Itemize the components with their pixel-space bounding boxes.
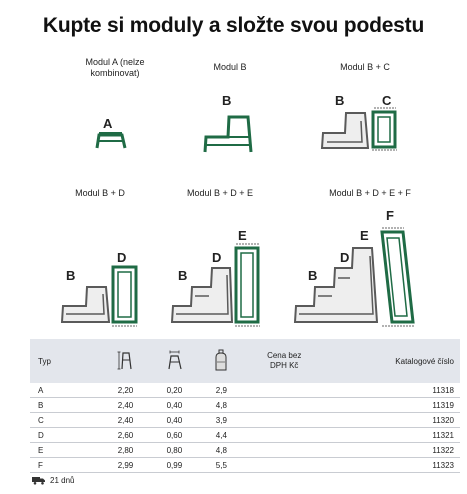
- header-depth: [149, 339, 200, 383]
- cell-typ: D: [30, 428, 102, 443]
- cell-depth: 0,40: [149, 398, 200, 413]
- table-row: [30, 413, 460, 428]
- table-row: [30, 398, 460, 413]
- module-b-letter: B: [222, 93, 232, 108]
- cell-katalog: 11323: [326, 458, 460, 473]
- cell-depth: 0,80: [149, 443, 200, 458]
- table-row: [30, 443, 460, 458]
- cell-weight: 4,4: [200, 428, 243, 443]
- table-header-row: [30, 339, 460, 383]
- cell-height: 2,40: [102, 398, 149, 413]
- cell-typ: E: [30, 443, 102, 458]
- cell-weight: 4,8: [200, 443, 243, 458]
- cell-weight: 2,9: [200, 383, 243, 398]
- cell-katalog: 11318: [326, 383, 460, 398]
- platform-height-icon: [117, 350, 133, 370]
- header-katalog: Katalogové číslo: [326, 339, 460, 383]
- module-bde-letter-b: B: [178, 268, 188, 283]
- cell-height: 2,20: [102, 383, 149, 398]
- cell-katalog: 11320: [326, 413, 460, 428]
- module-bde-label: Modul B + D + E: [186, 188, 254, 198]
- cell-katalog: 11319: [326, 398, 460, 413]
- module-b-drawing: [205, 93, 251, 152]
- module-bdef-letter-e: E: [360, 228, 369, 243]
- module-bd-drawing: [62, 250, 137, 326]
- module-b-label: Modul B: [213, 62, 247, 72]
- module-bdef-letter-f: F: [386, 208, 394, 223]
- cell-height: 2,60: [102, 428, 149, 443]
- header-cena-line2: DPH Kč: [269, 361, 299, 370]
- cell-cena: [243, 398, 326, 413]
- cell-katalog: 11321: [326, 428, 460, 443]
- cell-typ: A: [30, 383, 102, 398]
- module-bde-drawing: [172, 228, 260, 326]
- step-depth-icon: [165, 350, 183, 370]
- cell-depth: 0,99: [149, 458, 200, 473]
- module-bdef-label: Modul B + D + E + F: [329, 188, 411, 198]
- header-height: [102, 339, 149, 383]
- cell-cena: [243, 413, 326, 428]
- module-bc-drawing: [322, 93, 397, 150]
- cell-depth: 0,20: [149, 383, 200, 398]
- cell-cena: [243, 458, 326, 473]
- header-cena-line1: Cena bez: [267, 351, 302, 360]
- cell-depth: 0,60: [149, 428, 200, 443]
- cell-height: 2,99: [102, 458, 149, 473]
- module-bc-letter-c: C: [382, 93, 392, 108]
- cell-cena: [243, 443, 326, 458]
- module-bdef-letter-b: B: [308, 268, 318, 283]
- module-bc-label: Modul B + C: [340, 62, 390, 72]
- header-weight: [200, 339, 243, 383]
- header-cena: [243, 339, 326, 383]
- truck-icon: [32, 476, 46, 485]
- module-bdef-drawing: [295, 208, 414, 326]
- module-bd-letter-d: D: [117, 250, 127, 265]
- cell-weight: 3,9: [200, 413, 243, 428]
- table-row: [30, 383, 460, 398]
- module-bdef-letter-d: D: [340, 250, 350, 265]
- module-bd-letter-b: B: [66, 268, 76, 283]
- module-a-drawing: [97, 116, 125, 148]
- cell-height: 2,80: [102, 443, 149, 458]
- cell-typ: F: [30, 458, 102, 473]
- table-row: [30, 428, 460, 443]
- module-a-label-line2: kombinovat): [90, 68, 140, 78]
- module-bde-letter-e: E: [238, 228, 247, 243]
- page-title: Kupte si moduly a složte svou podestu: [42, 14, 425, 37]
- cell-weight: 5,5: [200, 458, 243, 473]
- cell-typ: C: [30, 413, 102, 428]
- delivery-text: 21 dnů: [50, 476, 75, 485]
- cell-depth: 0,40: [149, 413, 200, 428]
- spec-table: [30, 339, 460, 473]
- weight-icon: [214, 349, 228, 371]
- cell-katalog: 11322: [326, 443, 460, 458]
- module-bd-label: Modul B + D: [75, 188, 125, 198]
- cell-cena: [243, 383, 326, 398]
- cell-cena: [243, 428, 326, 443]
- cell-weight: 4,8: [200, 398, 243, 413]
- cell-typ: B: [30, 398, 102, 413]
- table-row: [30, 458, 460, 473]
- module-bc-letter-b: B: [335, 93, 345, 108]
- cell-height: 2,40: [102, 413, 149, 428]
- module-a-label-line1: Modul A (nelze: [85, 57, 145, 67]
- module-a-letter: A: [103, 116, 113, 131]
- delivery-info: [32, 476, 74, 485]
- header-typ: Typ: [30, 339, 102, 383]
- module-bde-letter-d: D: [212, 250, 222, 265]
